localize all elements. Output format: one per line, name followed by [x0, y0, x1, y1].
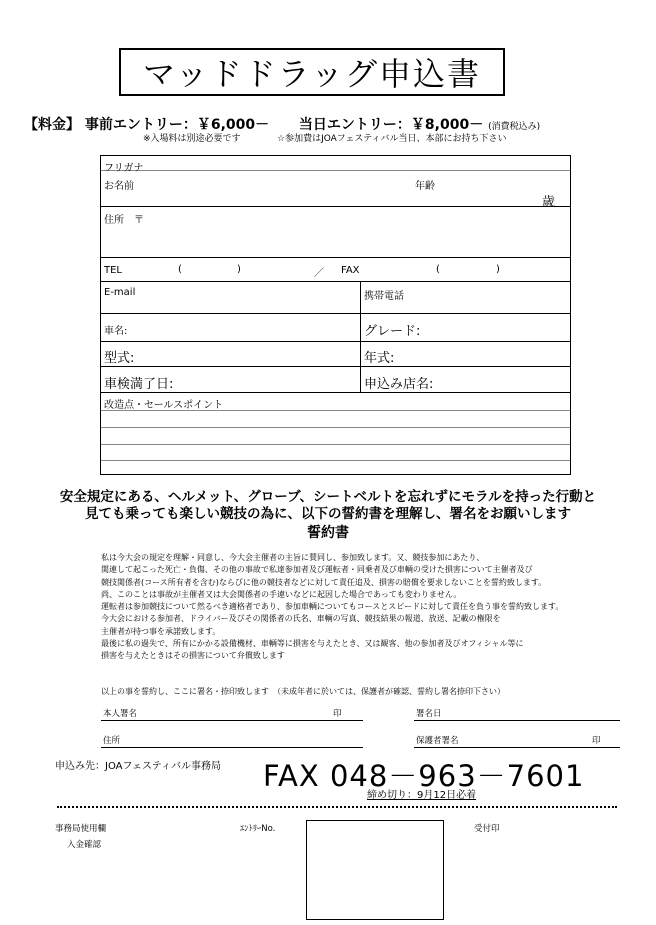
oath-line: 最後に私の過失で、所有にかかる設備機材、車輌等に損害を与えたとき、又は観客、他の参加者及びオフィシャル等に — [101, 639, 524, 649]
sign-date-label: 署名日 — [416, 709, 442, 719]
safety-warning-line1: 安全規定にある、ヘルメット、グローブ、シートベルトを忘れずにモラルを持った行動と — [59, 489, 597, 505]
oath-line: 運転者は参加競技について然るべき適格者であり、参加車輌についてもコースとスピードに対して責任を負う事を誓約致します。 — [101, 602, 564, 612]
tel-field[interactable]: TEL — [104, 265, 122, 276]
fax-number: FAX 048－963－7601 — [263, 759, 585, 793]
tax-note: (消費税込み) — [488, 122, 541, 132]
guardian-signature-line[interactable] — [414, 747, 620, 748]
tel-fax-separator: ／ — [314, 268, 324, 279]
grade-field[interactable]: グレード: — [364, 324, 421, 339]
advance-fee: 事前エントリー：￥6,000－ — [84, 117, 270, 133]
address-signature-label: 住所 — [103, 736, 121, 746]
oath-closing: 以上の事を誓約し、ここに署名・捺印致します （未成年者に於いては、保護者が確認、誓約し署名捺印下さい） — [101, 687, 505, 696]
oath-line: 尚、このことは事故が主催者又は大会関係者の手違いなどに起因した場合であっても変わりません。 — [101, 589, 462, 599]
tel-paren-close: ) — [237, 264, 241, 275]
person-signature-label: 本人署名 — [103, 709, 138, 719]
model-field[interactable]: 型式: — [104, 351, 135, 366]
fax-paren-open: ( — [436, 264, 440, 275]
car-name-field[interactable]: 車名: — [104, 326, 128, 337]
oath-line: 損害を与えたときはその損害について弁償致します — [101, 651, 285, 661]
payment-note: ☆参加費はJOAフェスティバル当日、本部にお持ち下さい — [277, 134, 507, 144]
tel-paren-open: ( — [178, 264, 182, 275]
cut-line — [57, 806, 617, 808]
admission-note: ※入場料は別途必要です — [143, 134, 241, 144]
deadline: 締め切り：9月12日必着 — [367, 790, 477, 801]
age-label: 年齢 — [415, 181, 435, 192]
fax-paren-close: ) — [496, 264, 500, 275]
name-field[interactable]: お名前 — [104, 181, 134, 192]
fax-field[interactable]: FAX — [341, 265, 360, 276]
email-field[interactable]: E-mail — [104, 287, 136, 298]
oath-line: 今大会における参加者、ドライバー及びその関係者の氏名、車輌の写真、競技結果の報道、放送、記載の権限を — [101, 614, 501, 624]
address-signature-line[interactable] — [101, 747, 363, 748]
oath-line: 競技関係者(コース所有者を含む)ならびに他の競技者などに対して責任追及、損害の賠償を要求しないことを誓約致します。 — [101, 577, 547, 587]
year-field[interactable]: 年式: — [364, 351, 395, 366]
submit-to: 申込み先：JOAフェスティバル事務局 — [55, 761, 221, 772]
sign-date-line[interactable] — [414, 720, 620, 721]
office-use-label: 事務局使用欄 — [55, 824, 107, 834]
inspection-date-field[interactable]: 車検満了日: — [104, 377, 174, 392]
form-title: マッドドラッグ申込書 — [119, 48, 505, 96]
guardian-seal-mark: 印 — [592, 736, 601, 746]
payment-check-label: 入金確認 — [67, 840, 102, 850]
seal-mark: 印 — [333, 709, 342, 719]
guardian-signature-label: 保護者署名 — [416, 736, 459, 746]
oath-title: 誓約書 — [307, 525, 349, 541]
application-form — [100, 155, 571, 475]
age-unit: 歳 — [542, 195, 556, 210]
oath-line: 関連して起こった死亡・負傷、その他の事故で私達参加者及び運転者・同乗者及び車輌の受けた損害について主催者及び — [101, 565, 533, 575]
received-stamp-label: 受付印 — [474, 824, 500, 834]
safety-warning-line2: 見ても乗っても楽しい競技の為に、以下の誓約書を理解し、署名をお願いします — [85, 506, 571, 522]
shop-name-field[interactable]: 申込み店名: — [364, 377, 434, 392]
same-day-fee: 当日エントリー：￥8,000－ — [298, 117, 484, 133]
furigana-label: フリガナ — [104, 163, 144, 174]
address-field[interactable]: 住所 〒 — [104, 215, 144, 226]
entry-number-box[interactable] — [306, 820, 444, 920]
person-signature-line[interactable] — [101, 720, 363, 721]
mobile-field[interactable]: 携帯電話 — [364, 291, 404, 302]
entry-number-label: ｴﾝﾄﾘｰNo. — [240, 824, 276, 834]
oath-line: 主催者が持つ事を承諾致します。 — [101, 626, 221, 636]
oath-line: 私は今大会の規定を理解・同意し、今大会主催者の主旨に賛同し、参加致します。又、競技参加にあたり、 — [101, 553, 485, 562]
oath-text — [101, 552, 621, 663]
fee-label: 【料金】 — [24, 117, 80, 133]
modifications-field[interactable]: 改造点・セールスポイント — [104, 400, 224, 411]
